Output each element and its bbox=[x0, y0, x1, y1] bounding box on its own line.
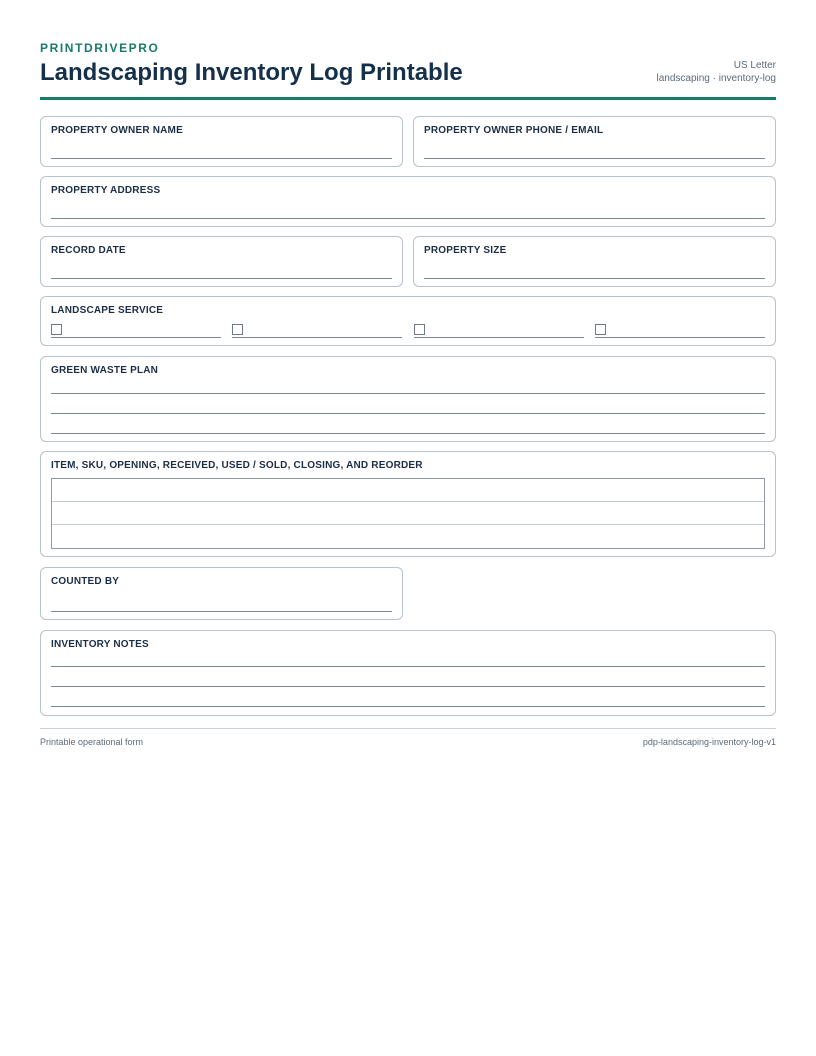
checkbox[interactable] bbox=[595, 324, 606, 335]
counted-by-label: COUNTED BY bbox=[51, 576, 120, 587]
owner-name-field[interactable] bbox=[40, 116, 403, 167]
service-option-4[interactable] bbox=[595, 322, 765, 338]
brand-name: PRINTDRIVEPRO bbox=[40, 41, 160, 55]
checkbox[interactable] bbox=[51, 324, 62, 335]
landscape-service-label: LANDSCAPE SERVICE bbox=[51, 305, 164, 316]
inventory-table-label: ITEM, SKU, OPENING, RECEIVED, USED / SOLD, CLOSING, AND REORDER bbox=[51, 460, 423, 471]
green-waste-plan-label: GREEN WASTE PLAN bbox=[51, 365, 159, 376]
writing-line[interactable] bbox=[51, 433, 765, 434]
form-id: pdp-landscaping-inventory-log-v1 bbox=[642, 737, 776, 747]
writing-line[interactable] bbox=[51, 393, 765, 394]
inventory-table-field bbox=[40, 451, 776, 557]
footer-rule bbox=[40, 728, 776, 729]
owner-contact-line[interactable] bbox=[424, 158, 765, 159]
footer-note: Printable operational form bbox=[40, 737, 144, 747]
writing-line[interactable] bbox=[51, 706, 765, 707]
record-date-field[interactable] bbox=[40, 236, 403, 287]
green-waste-plan-field[interactable] bbox=[40, 356, 776, 442]
option-line[interactable] bbox=[595, 337, 765, 338]
address-label: PROPERTY ADDRESS bbox=[51, 185, 161, 196]
owner-contact-field[interactable] bbox=[413, 116, 776, 167]
header-rule bbox=[40, 97, 776, 100]
landscape-service-field bbox=[40, 296, 776, 346]
inventory-notes-label: INVENTORY NOTES bbox=[51, 639, 149, 650]
form-tags: landscaping · inventory-log bbox=[656, 73, 776, 84]
record-date-line[interactable] bbox=[51, 278, 392, 279]
writing-line[interactable] bbox=[51, 413, 765, 414]
record-date-label: RECORD DATE bbox=[51, 245, 126, 256]
owner-name-line[interactable] bbox=[51, 158, 392, 159]
inventory-table bbox=[51, 478, 765, 549]
property-size-line[interactable] bbox=[424, 278, 765, 279]
page-title: Landscaping Inventory Log Printable bbox=[40, 59, 463, 86]
page-meta bbox=[656, 59, 776, 85]
table-row[interactable] bbox=[52, 502, 764, 525]
option-line[interactable] bbox=[414, 337, 584, 338]
writing-line[interactable] bbox=[51, 666, 765, 667]
service-option-2[interactable] bbox=[232, 322, 402, 338]
service-option-3[interactable] bbox=[414, 322, 584, 338]
table-row[interactable] bbox=[52, 479, 764, 502]
counted-by-line[interactable] bbox=[51, 611, 392, 612]
property-size-label: PROPERTY SIZE bbox=[424, 245, 507, 256]
property-size-field[interactable] bbox=[413, 236, 776, 287]
option-line[interactable] bbox=[51, 337, 221, 338]
owner-contact-label: PROPERTY OWNER PHONE / EMAIL bbox=[424, 125, 604, 136]
table-row[interactable] bbox=[52, 525, 764, 548]
service-option-1[interactable] bbox=[51, 322, 221, 338]
checkbox[interactable] bbox=[232, 324, 243, 335]
inventory-notes-field[interactable] bbox=[40, 630, 776, 716]
counted-by-field[interactable] bbox=[40, 567, 403, 620]
owner-name-label: PROPERTY OWNER NAME bbox=[51, 125, 183, 136]
paper-size: US Letter bbox=[733, 60, 776, 71]
address-line[interactable] bbox=[51, 218, 765, 219]
address-field[interactable] bbox=[40, 176, 776, 227]
checkbox[interactable] bbox=[414, 324, 425, 335]
writing-line[interactable] bbox=[51, 686, 765, 687]
option-line[interactable] bbox=[232, 337, 402, 338]
